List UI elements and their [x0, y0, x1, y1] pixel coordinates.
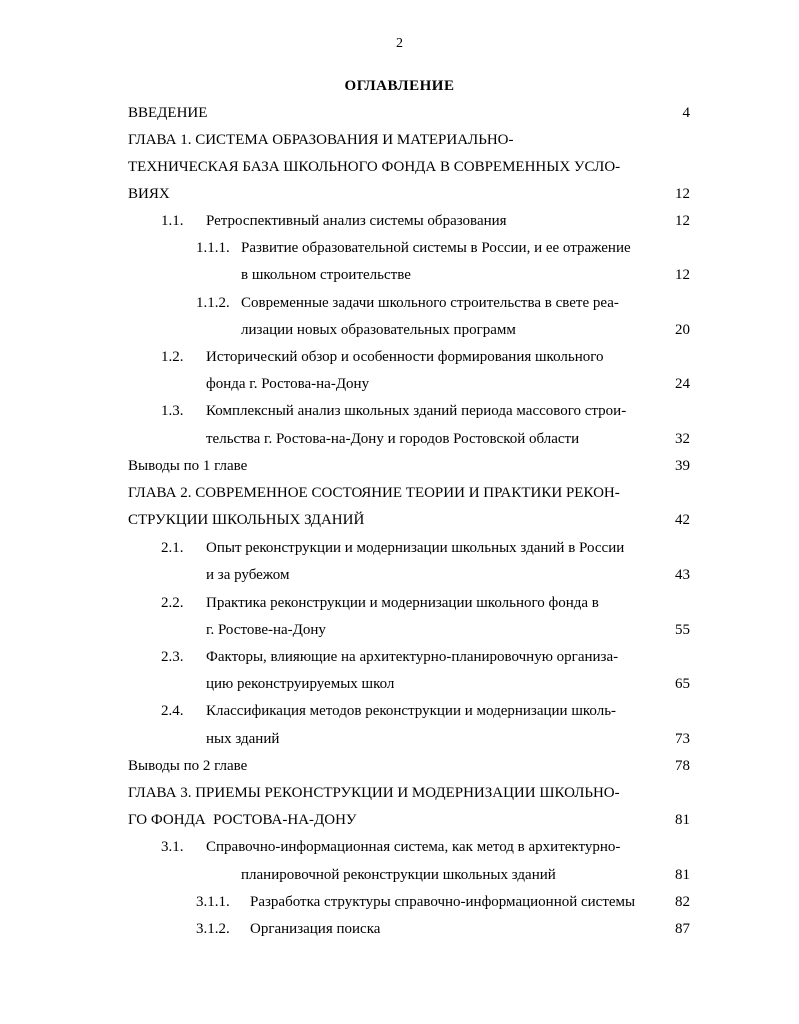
toc-section-2-2-line1: [0, 592, 799, 614]
toc-section-1-1: [0, 210, 799, 232]
toc-entry-number: 1.2.: [161, 349, 184, 365]
toc-entry-text: Развитие образовательной системы в России, и ее отражение: [241, 240, 631, 256]
toc-entry-page: 73: [675, 731, 690, 747]
toc-section-1-2-line2: [0, 373, 799, 395]
toc-chapter-2-line2: [0, 509, 799, 531]
toc-section-1-1-2-line2: [0, 319, 799, 341]
toc-section-3-1-line2: [0, 864, 799, 886]
toc-title: ОГЛАВЛЕНИЕ: [344, 78, 455, 94]
toc-entry-page: 43: [675, 567, 690, 583]
toc-entry-text: Современные задачи школьного строительства в свете реа-: [241, 295, 619, 311]
toc-section-2-3-line1: [0, 646, 799, 668]
toc-entry-page: 12: [675, 213, 690, 229]
toc-entry-page: 12: [675, 186, 690, 202]
toc-section-2-4-line2: [0, 728, 799, 750]
toc-entry-text: Исторический обзор и особенности формирования школьного: [206, 349, 604, 365]
toc-entry-number: 3.1.: [161, 839, 184, 855]
toc-entry-text: тельства г. Ростова-на-Дону и городов Ростовской области: [206, 431, 580, 447]
toc-entry-page: 24: [675, 376, 690, 392]
toc-entry-page: 82: [675, 894, 690, 910]
toc-entry-page: 87: [675, 921, 690, 937]
toc-entry-text: ГЛАВА 3. ПРИЕМЫ РЕКОНСТРУКЦИИ И МОДЕРНИЗАЦИИ ШКОЛЬНО-: [128, 785, 620, 801]
toc-chapter-2-line1: [0, 482, 799, 504]
toc-entry-text: цию реконструируемых школ: [206, 676, 395, 692]
toc-entry-text: Выводы по 1 главе: [128, 458, 248, 474]
toc-entry-text: Классификация методов реконструкции и модернизации школь-: [206, 703, 617, 719]
toc-entry-text: Ретроспективный анализ системы образования: [206, 213, 507, 229]
toc-entry-page: 42: [675, 512, 690, 528]
toc-section-1-3-line1: [0, 400, 799, 422]
toc-entry-number: 1.1.2.: [196, 295, 230, 311]
toc-section-3-1-1: [0, 891, 799, 913]
toc-chapter-3-line1: [0, 782, 799, 804]
toc-entry-page: 39: [675, 458, 690, 474]
toc-section-2-1-line2: [0, 564, 799, 586]
toc-entry-text: в школьном строительстве: [241, 267, 411, 283]
toc-conclusions-1: [0, 455, 799, 477]
toc-section-3-1-2: [0, 918, 799, 940]
toc-chapter-1-line3: [0, 183, 799, 205]
toc-entry-number: 1.3.: [161, 403, 184, 419]
toc-entry-page: 81: [675, 812, 690, 828]
toc-section-1-1-1-line2: [0, 264, 799, 286]
toc-section-1-1-2-line1: [0, 292, 799, 314]
toc-entry-text: Организация поиска: [250, 921, 381, 937]
toc-section-1-1-1-line1: [0, 237, 799, 259]
toc-entry-intro: [0, 102, 799, 124]
toc-entry-number: 2.2.: [161, 595, 184, 611]
toc-section-1-2-line1: [0, 346, 799, 368]
toc-entry-page: 4: [682, 105, 690, 121]
toc-entry-page: 20: [675, 322, 690, 338]
toc-section-2-4-line1: [0, 700, 799, 722]
toc-entry-page: 78: [675, 758, 690, 774]
toc-entry-text: Факторы, влияющие на архитектурно-планировочную организа-: [206, 649, 619, 665]
toc-entry-text: ГЛАВА 2. СОВРЕМЕННОЕ СОСТОЯНИЕ ТЕОРИИ И ПРАКТИКИ РЕКОН-: [128, 485, 620, 501]
toc-section-1-3-line2: [0, 428, 799, 450]
toc-entry-text: Справочно-информационная система, как метод в архитектурно-: [206, 839, 621, 855]
toc-entry-text: и за рубежом: [206, 567, 290, 583]
toc-entry-text: Разработка структуры справочно-информационной системы: [250, 894, 636, 910]
toc-entry-text: СТРУКЦИИ ШКОЛЬНЫХ ЗДАНИЙ: [128, 512, 365, 528]
page-number: 2: [396, 36, 403, 51]
toc-entry-number: 2.3.: [161, 649, 184, 665]
toc-entry-text: планировочной реконструкции школьных зданий: [241, 867, 556, 883]
toc-section-2-3-line2: [0, 673, 799, 695]
toc-entry-text: Комплексный анализ школьных зданий периода массового строи-: [206, 403, 627, 419]
toc-entry-text: лизации новых образовательных программ: [241, 322, 516, 338]
toc-entry-number: 3.1.1.: [196, 894, 230, 910]
toc-entry-text: ВИЯХ: [128, 186, 170, 202]
toc-entry-text: ВВЕДЕНИЕ: [128, 105, 208, 121]
toc-section-2-2-line2: [0, 619, 799, 641]
toc-entry-text: фонда г. Ростова-на-Дону: [206, 376, 370, 392]
toc-entry-text: ТЕХНИЧЕСКАЯ БАЗА ШКОЛЬНОГО ФОНДА В СОВРЕМЕННЫХ УСЛО-: [128, 159, 621, 175]
toc-entry-text: ГЛАВА 1. СИСТЕМА ОБРАЗОВАНИЯ И МАТЕРИАЛЬНО-: [128, 132, 514, 148]
toc-chapter-1-line2: [0, 156, 799, 178]
toc-entry-text: Опыт реконструкции и модернизации школьных зданий в России: [206, 540, 625, 556]
toc-section-2-1-line1: [0, 537, 799, 559]
toc-section-3-1-line1: [0, 836, 799, 858]
toc-entry-text: ных зданий: [206, 731, 280, 747]
toc-entry-number: 2.4.: [161, 703, 184, 719]
toc-entry-page: 32: [675, 431, 690, 447]
toc-chapter-1-line1: [0, 129, 799, 151]
toc-entry-page: 81: [675, 867, 690, 883]
toc-entry-text: г. Ростове-на-Дону: [206, 622, 326, 638]
toc-entry-page: 55: [675, 622, 690, 638]
toc-entry-number: 3.1.2.: [196, 921, 230, 937]
toc-chapter-3-line2: [0, 809, 799, 831]
toc-entry-number: 2.1.: [161, 540, 184, 556]
toc-entry-text: Практика реконструкции и модернизации школьного фонда в: [206, 595, 599, 611]
toc-entry-text: ГО ФОНДА РОСТОВА-НА-ДОНУ: [128, 812, 357, 828]
toc-conclusions-2: [0, 755, 799, 777]
toc-entry-number: 1.1.1.: [196, 240, 230, 256]
toc-entry-page: 12: [675, 267, 690, 283]
toc-entry-text: Выводы по 2 главе: [128, 758, 248, 774]
toc-entry-number: 1.1.: [161, 213, 184, 229]
toc-entry-page: 65: [675, 676, 690, 692]
